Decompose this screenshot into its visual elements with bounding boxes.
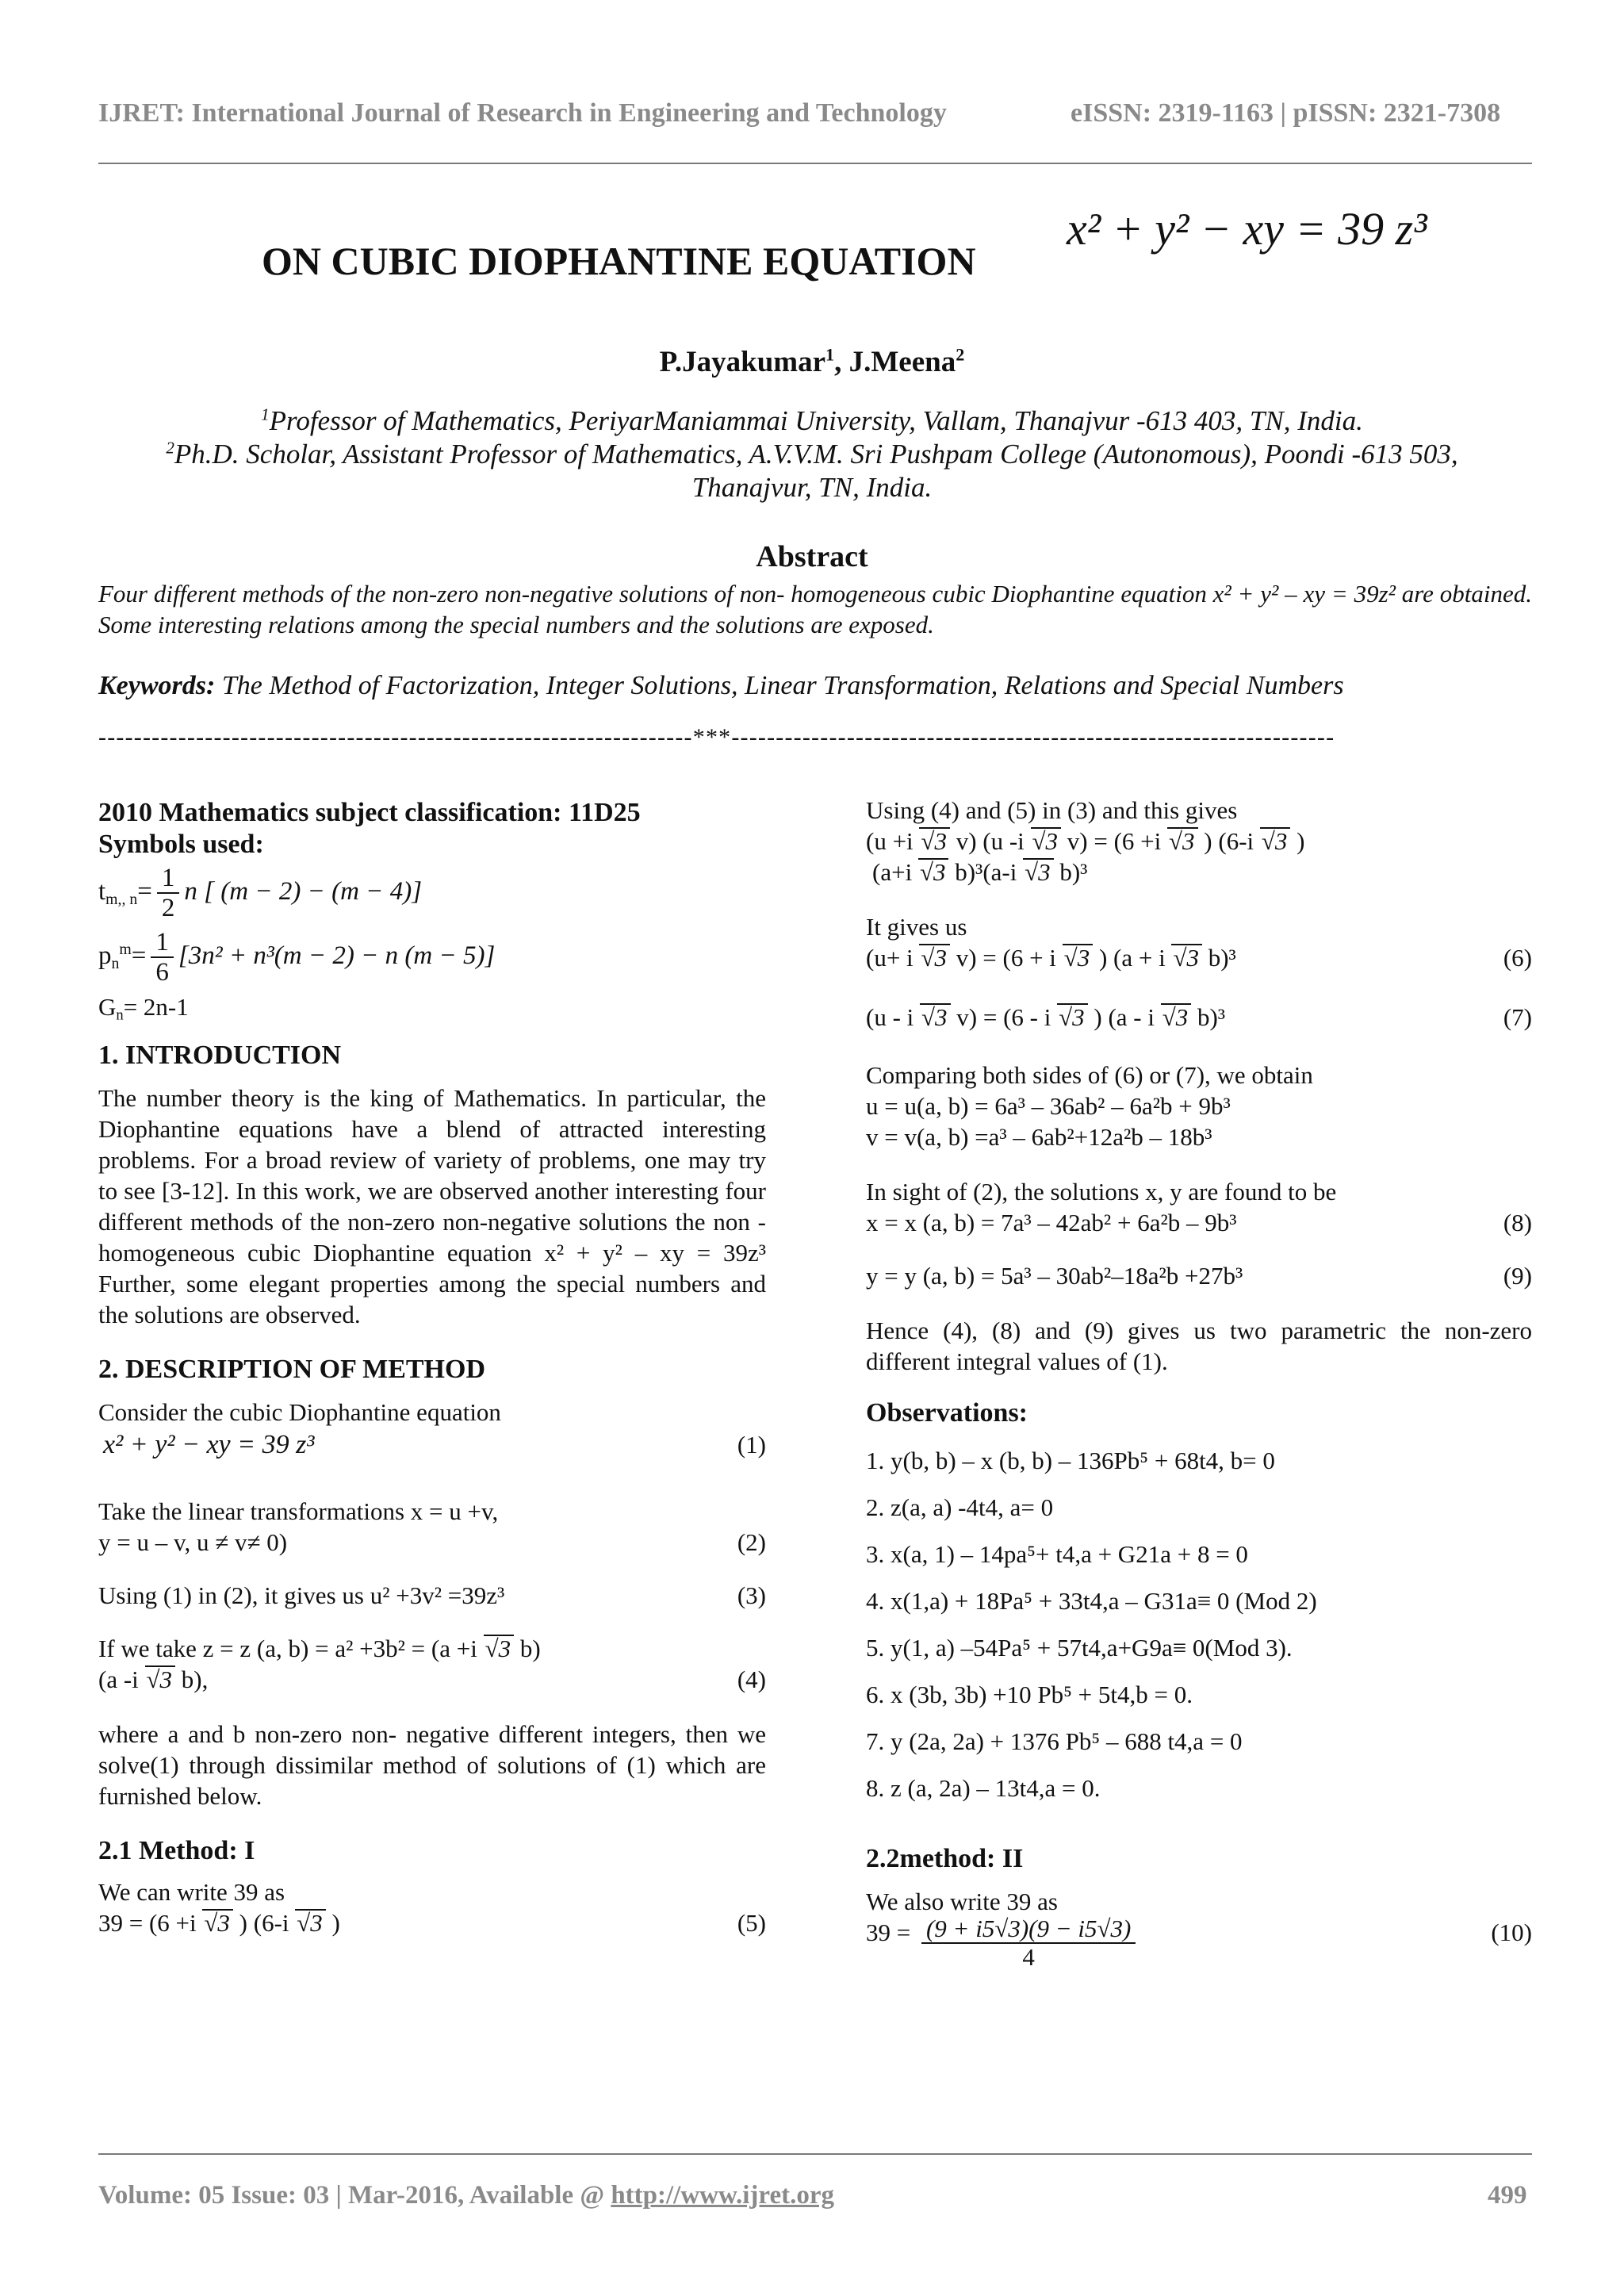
sym-t-expr: n [ (m − 2) − (m − 4)] [184,876,423,906]
intro-heading: 1. INTRODUCTION [98,1041,342,1071]
e6d: b)³ [1208,944,1236,972]
footer-rule [98,2153,1532,2155]
sqrt-3: √ 3 [145,1665,176,1692]
sqrt-3: √ 3 [919,827,950,853]
abstract-heading: Abstract [756,540,868,573]
author-2-sup: 2 [956,344,965,365]
sqrt-3: √ 3 [1167,827,1198,853]
sqrt-3: √ 3 [484,1635,515,1661]
sqrt-3: √ 3 [202,1909,233,1935]
authors [0,345,1624,379]
sym-g-rest: = 2n-1 [123,993,189,1022]
affiliation-1 [46,404,1578,438]
equation-6-row [866,942,1532,973]
symbols-heading: Symbols used: [98,830,264,859]
observation-item: 4. x(1,a) + 18Pa⁵ + 33t4,a – G31a≡ 0 (Mod 2) [866,1587,1317,1615]
sqrt-3: √ 3 [1063,944,1094,970]
footer-left: Volume: 05 Issue: 03 | Mar-2016, Available @ [98,2181,611,2210]
method2-line1: We also write 39 as [866,1888,1058,1915]
method1-line1: We can write 39 as [98,1878,285,1907]
r2a: (u +i [866,827,914,855]
e7a: (u - i [866,1003,914,1031]
r2b: v) (u -i [956,827,1025,855]
aff2-text: Ph.D. Scholar, Assistant Professor of Mathematics, A.V.V.M. Sri Pushpam College (Autonomous), Poondi -613 503, [174,439,1458,470]
right-column [866,795,1532,1971]
r-line3 [866,857,1532,887]
r3a: (a+i [872,858,913,886]
title-equation: x² + y² − xy = 39 z³ [1067,203,1427,255]
observation-item: 5. y(1, a) –54Pa⁵ + 57t4,a+G9a≡ 0(Mod 3). [866,1634,1293,1662]
left-column [98,797,766,1938]
equation-2-row [98,1527,766,1558]
eq2-number: (2) [737,1528,766,1557]
eq4-number: (4) [737,1665,766,1694]
r2e: ) [1297,827,1305,855]
gives-us: It gives us [866,913,967,941]
journal-name: IJRET: International Journal of Research in Engineering and Technology [98,98,947,128]
abstract-text: Four different methods of the non-zero non-negative solutions of non- homogeneous cubic Diophantine equation x² + y² – xy = 39z² are obtained. Some interesting relations among the special numbers and the solutions are exposed. [98,580,1532,638]
y-equation: y = y (a, b) = 5a³ – 30ab²–18a²b +27b³ [866,1262,1243,1290]
affiliation-2-cont: Thanajvur, TN, India. [691,472,933,503]
eq4-l2a: (a -i [98,1665,139,1694]
frac-sixth [151,928,174,987]
footer-volume [98,2181,834,2210]
sym-p-expr: [3n² + n³(m − 2) − n (m − 5)] [178,941,496,970]
insight: In sight of (2), the solutions x, y are found to be [866,1178,1337,1205]
eq3-number: (3) [737,1581,766,1610]
keywords-text: The Method of Factorization, Integer Solutions, Linear Transformation, Relations and Special Numbers [221,671,1344,700]
e6c: ) (a + i [1098,944,1166,972]
aff1-text: Professor of Mathematics, PeriyarManiammai University, Vallam, Thanajvur -613 403, TN, India. [269,405,1363,436]
author-sep: , [834,346,849,378]
e6a: (u+ i [866,944,914,972]
e10-numerator: (9 + i5√3)(9 − i5√3) [921,1915,1136,1944]
sym-p-eq: = [131,941,147,970]
where-text: where a and b non-zero non- negative different integers, then we solve(1) through dissimilar method of solutions of (1) which are furnished below. [98,1720,766,1811]
sqrt-3: √ 3 [1057,1003,1088,1029]
eq1-number: (1) [737,1431,766,1459]
observation-item: 7. y (2a, 2a) + 1376 Pb⁵ – 688 t4,a = 0 [866,1727,1243,1755]
desc-heading: 2. DESCRIPTION OF METHOD [98,1355,486,1385]
frac-num: 1 [157,864,180,894]
equation-1: x² + y² − xy = 39 z³ [103,1430,315,1460]
equation-5-row [98,1907,766,1938]
observation-item: 2. z(a, a) -4t4, a= 0 [866,1493,1054,1521]
symbol-t [98,864,766,923]
sqrt-3: √ 3 [1260,827,1291,853]
sym-g: G [98,993,117,1022]
e7d: b)³ [1197,1003,1226,1031]
footer-link[interactable]: http://www.ijret.org [611,2181,834,2210]
e10-fraction [921,1915,1136,1971]
r-line2 [866,826,1532,857]
e10-lhs: 39 = [866,1918,911,1946]
eq5-a: 39 = (6 +i [98,1909,197,1938]
eq4-line1 [98,1633,766,1664]
eq3-line: Using (1) in (2), it gives us u² +3v² =39z³ [98,1581,505,1610]
v-equation: v = v(a, b) =a³ – 6ab²+12a²b – 18b³ [866,1123,1212,1151]
observation-item: 6. x (3b, 3b) +10 Pb⁵ + 5t4,b = 0. [866,1681,1193,1708]
intro-text: The number theory is the king of Mathematics. In particular, the Diophantine equations have a blend of attracted interesting problems. For a broad review of variety of problems, one may try to see [3-12]. In this work, we are observed another interesting four different methods of the non-zero non-negative solutions the non - homogeneous cubic Diophantine equation x² + y² – xy = 39z³ Further, some elegant properties among the special numbers and the solutions are observed. [98,1084,766,1329]
observation-item: 3. x(a, 1) – 14pa⁵+ t4,a + G21a + 8 = 0 [866,1540,1248,1568]
e10-denominator: 4 [1022,1943,1035,1972]
sym-p-sup: m [119,940,132,958]
author-1-sup: 1 [825,344,835,365]
equation-4-row [98,1664,766,1695]
method1-heading: 2.1 Method: I [98,1836,255,1866]
separator: -------------------------------------------------------------------***-------------------------------------------------------------------- [98,724,1335,750]
eq4-l1b: b) [519,1635,541,1663]
sqrt-3: √ 3 [919,944,950,970]
sym-p: p [98,941,112,970]
symbol-g [98,991,766,1022]
observations-list [866,1437,1532,1811]
paper-title: ON CUBIC DIOPHANTINE EQUATION [262,239,976,283]
equation-8-row [866,1207,1532,1238]
lt-line2: y = u – v, u ≠ v≠ 0) [98,1528,288,1557]
eq5-number: (5) [737,1909,766,1938]
equation-1-row [98,1429,766,1464]
e7b: v) = (6 - i [956,1003,1051,1031]
r3c: b)³ [1059,858,1088,886]
eq4-l1a: If we take z = z (a, b) = a² +3b² = (a +i [98,1635,477,1663]
observations-heading: Observations: [866,1398,1028,1428]
msc-line: 2010 Mathematics subject classification: 11D25 [98,798,641,827]
method2-heading: 2.2method: II [866,1844,1024,1873]
eq6-number: (6) [1503,944,1532,972]
author-1: P.Jayakumar [659,346,826,378]
aff1-sup: 1 [261,404,270,424]
sqrt-3: √ 3 [295,1909,326,1935]
eq5-b: ) (6-i [239,1909,289,1938]
e6b: v) = (6 + i [956,944,1056,972]
frac-den: 6 [155,957,169,987]
eq7-number: (7) [1503,1003,1532,1031]
keywords [98,671,1532,701]
frac-num: 1 [151,928,174,958]
sym-p-sub: n [111,954,120,972]
eq4-l2b: b), [181,1665,209,1694]
author-2: J.Meena [848,346,956,378]
u-equation: u = u(a, b) = 6a³ – 36ab² – 6a²b + 9b³ [866,1092,1231,1120]
sqrt-3: √ 3 [1161,1003,1192,1029]
sym-g-sub: n [116,1006,124,1024]
sqrt-3: √ 3 [1171,944,1202,970]
sqrt-3: √ 3 [1031,827,1062,853]
symbol-p [98,928,766,987]
observation-item: 8. z (a, 2a) – 13t4,a = 0. [866,1774,1101,1802]
equation-10-row [866,1917,1532,1971]
aff2-sup: 2 [166,438,174,458]
equation-7-row [866,1002,1532,1033]
r2d: ) (6-i [1204,827,1254,855]
issn: eISSN: 2319-1163 | pISSN: 2321-7308 [1071,98,1501,128]
frac-den: 2 [161,894,175,923]
page-number: 499 [1488,2181,1527,2210]
sqrt-3: √ 3 [920,1003,951,1029]
eq5-c: ) [331,1909,340,1938]
eq9-number: (9) [1503,1262,1532,1290]
sym-t-sub: m,, n [105,890,138,908]
eq8-number: (8) [1503,1209,1532,1236]
lt-line1: Take the linear transformations x = u +v, [98,1497,499,1526]
sqrt-3: √ 3 [918,858,949,884]
header-rule [98,163,1532,164]
desc-line1: Consider the cubic Diophantine equation [98,1398,501,1427]
observation-item: 1. y(b, b) – x (b, b) – 136Pb⁵ + 68t4, b= 0 [866,1447,1275,1474]
comparing: Comparing both sides of (6) or (7), we obtain [866,1061,1313,1089]
equation-9-row [866,1260,1532,1291]
hence-text: Hence (4), (8) and (9) gives us two parametric the non-zero different integral values of (1). [866,1317,1532,1375]
x-equation: x = x (a, b) = 7a³ – 42ab² + 6a²b – 9b³ [866,1209,1237,1236]
e7c: ) (a - i [1094,1003,1155,1031]
r2c: v) = (6 +i [1067,827,1162,855]
sym-t-eq: = [137,876,152,906]
keywords-label: Keywords: [98,671,216,700]
eq10-number: (10) [1491,1918,1532,1946]
sym-t: t [98,876,106,906]
frac-half [157,864,180,923]
r-line1: Using (4) and (5) in (3) and this gives [866,796,1238,824]
r3b: b)³(a-i [955,858,1017,886]
sqrt-3: √ 3 [1023,858,1054,884]
equation-3-row [98,1580,766,1611]
affiliation-2 [46,438,1578,471]
